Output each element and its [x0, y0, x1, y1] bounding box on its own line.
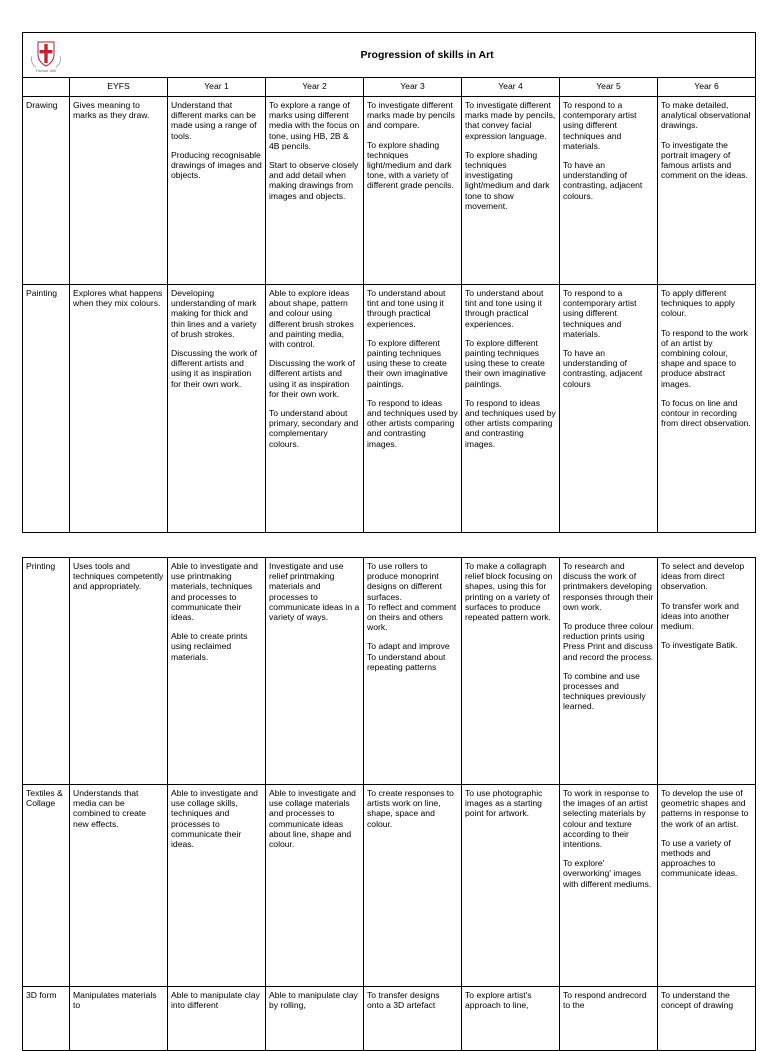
cell-paragraph: To understand about tint and tone using it through practical experiences. — [465, 288, 544, 329]
cell-paragraph: To create responses to artists work on line, shape, space and colour. — [367, 788, 454, 829]
cell-paragraph: Able to manipulate clay into different — [171, 990, 260, 1011]
cell-paragraph: To have an understanding of contrasting, adjacent colours — [563, 348, 643, 389]
skills-table-part-1 — [22, 32, 756, 533]
cell-paragraph: To respond to the work of an artist by combining colour, shape and space to produce abstract images. — [661, 327, 748, 389]
cell-year-6 — [658, 785, 756, 987]
cell-paragraph: To transfer work and ideas into another medium. — [661, 600, 739, 632]
cell-paragraph: To make detailed, analytical observational drawings. — [661, 100, 751, 131]
cell-paragraph: Producing recognisable drawings of images and objects. — [171, 149, 262, 181]
cell-year-4 — [462, 97, 560, 285]
row-3d-form — [23, 987, 756, 1051]
cell-eyfs — [70, 987, 168, 1051]
cell-paragraph: To respond andrecord to the — [563, 990, 647, 1011]
cell-paragraph: Gives meaning to marks as they draw. — [73, 100, 150, 121]
cell-paragraph: To produce three colour reduction prints using Press Print and discuss and record the process. — [563, 621, 654, 662]
cell-year-4 — [462, 558, 560, 785]
skills-table-part-2 — [22, 557, 756, 1051]
cell-eyfs — [70, 785, 168, 987]
cell-year-1 — [168, 987, 266, 1051]
cell-paragraph: Understand that different marks can be made using a range of tools. — [171, 100, 257, 141]
cell-year-1 — [168, 285, 266, 533]
header-year-6: Year 6 — [658, 78, 756, 97]
cell-paragraph: To transfer designs onto a 3D artefact — [367, 990, 440, 1011]
header-year-1: Year 1 — [168, 78, 266, 97]
cell-paragraph: To understand the concept of drawing — [661, 990, 734, 1011]
cell-year-3 — [364, 285, 462, 533]
row-textiles-collage — [23, 785, 756, 987]
cell-year-5 — [560, 285, 658, 533]
header-year-4: Year 4 — [462, 78, 560, 97]
cell-paragraph: To respond to ideas and techniques used by other artists comparing and contrasting images. — [367, 397, 458, 449]
row-label: Textiles & Collage — [23, 785, 70, 987]
cell-paragraph: To explore shading techniques light/medium and dark tone, with a variety of different grade pencils. — [367, 139, 454, 191]
cell-year-3 — [364, 558, 462, 785]
cell-paragraph: To develop the use of geometric shapes and patterns in response to the work of an artist. — [661, 788, 749, 829]
school-crest-icon — [28, 39, 64, 73]
cell-paragraph: To combine and use processes and techniques previously learned. — [563, 670, 646, 712]
cell-paragraph: To use photographic images as a starting point for artwork. — [465, 788, 543, 819]
cell-year-6 — [658, 558, 756, 785]
cell-paragraph: Explores what happens when they mix colours. — [73, 288, 163, 309]
cell-paragraph: To respond to a contemporary artist using different techniques and materials. — [563, 288, 637, 339]
cell-year-4 — [462, 987, 560, 1051]
cell-paragraph: To work in response to the images of an artist selecting materials by colour and texture according to their intentions. — [563, 788, 649, 850]
cell-paragraph: To explore' overworking' images with different mediums. — [563, 858, 652, 889]
cell-paragraph: To explore different painting techniques using these to create their own imaginative paintings. — [465, 337, 546, 389]
cell-paragraph: To use a variety of methods and approaches to communicate ideas. — [661, 837, 738, 879]
cell-paragraph: Able to manipulate clay by rolling, — [269, 990, 358, 1011]
cell-paragraph: To respond to a contemporary artist using different techniques and materials. — [563, 100, 637, 151]
cell-year-1 — [168, 785, 266, 987]
cell-paragraph: To explore a range of marks using different media with the focus on tone, using HB, 2B & 4B pencils. — [269, 100, 360, 151]
cell-paragraph: Able to investigate and use collage materials and processes to communicate ideas about line, shape and colour. — [269, 788, 356, 850]
row-label: 3D form — [23, 987, 70, 1051]
cell-year-5 — [560, 558, 658, 785]
cell-year-2 — [266, 558, 364, 785]
cell-paragraph: To adapt and improve To understand about repeating patterns — [367, 641, 450, 672]
header-eyfs: EYFS — [70, 78, 168, 97]
cell-paragraph: To respond to ideas and techniques used by other artists comparing and contrasting images. — [465, 397, 556, 449]
column-header-row — [23, 78, 756, 97]
document-title: Progression of skills in Art — [360, 48, 494, 61]
cell-year-2 — [266, 97, 364, 285]
cell-year-3 — [364, 987, 462, 1051]
row-printing — [23, 558, 756, 785]
cell-paragraph: Able to investigate and use printmaking materials, techniques and processes to communicate their ideas. — [171, 561, 258, 623]
cell-paragraph: To make a collagraph relief block focusing on shapes, using this for printing on a variety of surfaces to produce repeated pattern work. — [465, 561, 553, 623]
cell-year-2 — [266, 987, 364, 1051]
cell-paragraph: Able to explore ideas about shape, pattern and colour using different brush strokes and painting media, with control. — [269, 288, 354, 350]
cell-paragraph: To use rollers to produce monoprint designs on different surfaces. To reflect and comment on theirs and others work. — [367, 561, 457, 633]
cell-year-6 — [658, 97, 756, 285]
cell-paragraph: Developing understanding of mark making for thick and thin lines and a variety of brush strokes. — [171, 288, 257, 339]
cell-paragraph: To understand about tint and tone using it through practical experiences. — [367, 288, 446, 329]
cell-paragraph: Discussing the work of different artists and using it as inspiration for their own work. — [269, 358, 355, 399]
row-drawing — [23, 97, 756, 285]
cell-eyfs — [70, 558, 168, 785]
cell-year-1 — [168, 97, 266, 285]
header-year-3: Year 3 — [364, 78, 462, 97]
cell-paragraph: Investigate and use relief printmaking materials and processes to communicate ideas in a variety of ways. — [269, 561, 360, 623]
cell-eyfs — [70, 97, 168, 285]
title-row — [23, 33, 756, 78]
cell-paragraph: Able to create prints using reclaimed materials. — [171, 631, 248, 662]
cell-year-3 — [364, 97, 462, 285]
row-label: Painting — [23, 285, 70, 533]
cell-paragraph: To select and develop ideas from direct observation. — [661, 561, 745, 592]
row-painting — [23, 285, 756, 533]
cell-year-2 — [266, 785, 364, 987]
cell-year-4 — [462, 285, 560, 533]
cell-paragraph: To investigate different marks made by pencils, that convey facial expression language. — [465, 100, 556, 141]
cell-paragraph: To research and discuss the work of printmakers developing responses through their own work. — [563, 561, 654, 612]
cell-year-5 — [560, 97, 658, 285]
cell-paragraph: To investigate the portrait imagery of famous artists and comment on the ideas. — [661, 139, 748, 181]
cell-paragraph: To understand about primary, secondary and complementary colours. — [269, 408, 359, 449]
cell-paragraph: Start to observe closely and add detail when making drawings from images and objects. — [269, 160, 359, 201]
cell-year-6 — [658, 987, 756, 1051]
header-year-5: Year 5 — [560, 78, 658, 97]
cell-eyfs — [70, 285, 168, 533]
header-blank — [23, 78, 70, 97]
cell-paragraph: Understands that media can be combined to create new effects. — [73, 788, 147, 829]
cell-paragraph: To explore artist's approach to line, — [465, 990, 532, 1011]
cell-paragraph: Manipulates materials to — [73, 990, 157, 1011]
cell-paragraph: To investigate different marks made by pencils and compare. — [367, 100, 455, 131]
svg-text:Founded 1840: Founded 1840 — [35, 69, 57, 73]
cell-paragraph: To investigate Batik. — [661, 640, 738, 651]
cell-paragraph: To apply different techniques to apply colour. — [661, 288, 736, 319]
header-year-2: Year 2 — [266, 78, 364, 97]
cell-paragraph: Uses tools and techniques competently and appropriately. — [73, 561, 164, 592]
row-label: Drawing — [23, 97, 70, 285]
cell-year-1 — [168, 558, 266, 785]
cell-year-5 — [560, 987, 658, 1051]
cell-paragraph: To explore different painting techniques using these to create their own imaginative paintings. — [367, 337, 448, 389]
cell-year-4 — [462, 785, 560, 987]
cell-paragraph: Discussing the work of different artists and using it as inspiration for their own work. — [171, 348, 257, 389]
cell-paragraph: Able to investigate and use collage skills, techniques and processes to communicate their ideas. — [171, 788, 258, 850]
cell-paragraph: To focus on line and contour in recording from direct observation. — [661, 397, 751, 429]
row-label: Printing — [23, 558, 70, 785]
cell-year-3 — [364, 785, 462, 987]
cell-year-2 — [266, 285, 364, 533]
cell-year-6 — [658, 285, 756, 533]
cell-paragraph: To have an understanding of contrasting, adjacent colours. — [563, 160, 643, 201]
cell-year-5 — [560, 785, 658, 987]
cell-paragraph: To explore shading techniques investigating light/medium and dark tone to show movement. — [465, 149, 550, 211]
